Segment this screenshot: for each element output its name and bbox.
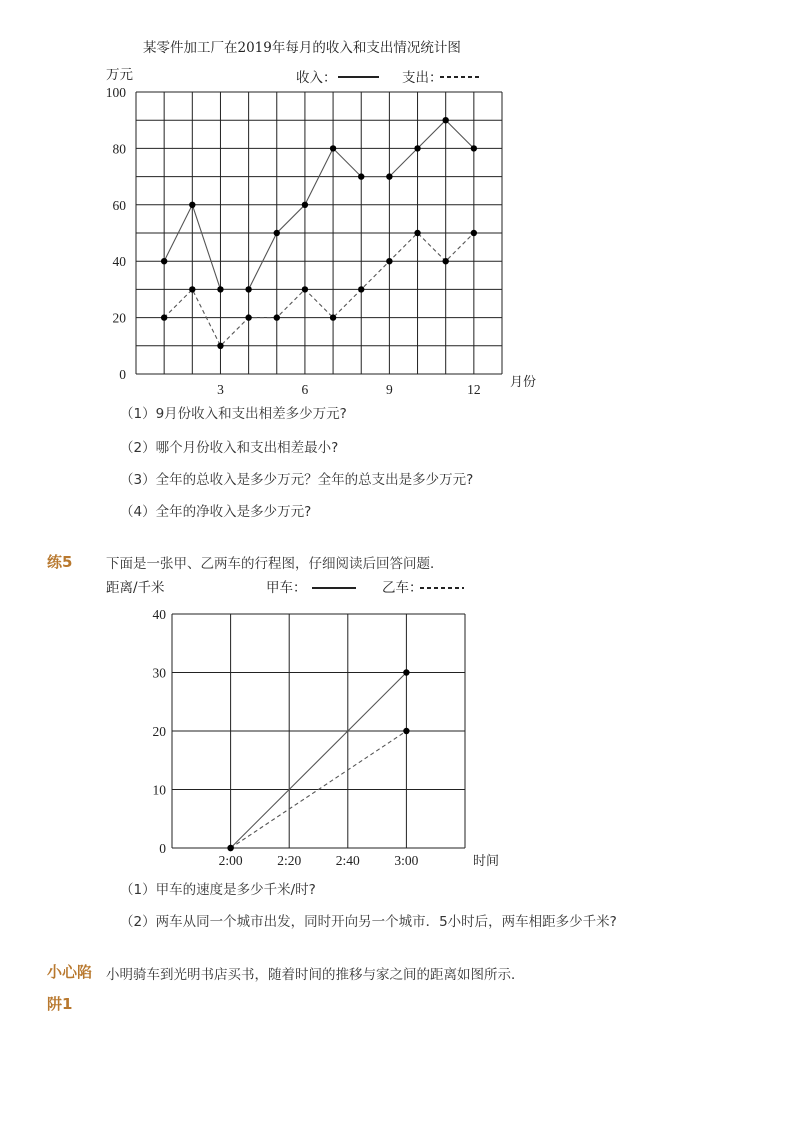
trap-tag-2: 阱1 (47, 995, 73, 1013)
chart1-y-tick-label: 20 (112, 310, 126, 326)
chart1-x-tick-label: 9 (386, 382, 393, 397)
chart1-y-tick-label: 80 (112, 141, 126, 157)
chart1-y-tick-label: 0 (119, 367, 126, 382)
exercise-5-intro: 下面是一张甲、乙两车的行程图，仔细阅读后回答问题． (106, 556, 444, 572)
chart1-y-tick-label: 40 (112, 254, 126, 270)
chart2-x-tick-label: 2:00 (218, 853, 243, 868)
chart1-x-unit: 月份 (510, 375, 537, 390)
chart2-y-tick-label: 20 (152, 724, 166, 739)
chart2-y-tick-label: 30 (152, 665, 166, 681)
chart1-legend-expense-label: 支出： (402, 70, 443, 86)
question-1-4: （4）全年的净收入是多少万元? (120, 504, 312, 520)
question-2-2: （2）两车从同一个城市出发，同时开向另一个城市．5小时后，两车相距多少千米? (120, 914, 617, 930)
question-2-1: （1）甲车的速度是多少千米/时? (120, 882, 316, 898)
chart1-x-tick-label: 6 (301, 382, 309, 397)
chart2-legend-b-label: 乙车： (382, 580, 423, 596)
question-1-2: （2）哪个月份收入和支出相差最小? (120, 440, 339, 456)
chart2-x-tick-label: 2:40 (335, 853, 360, 868)
chart2-x-tick-label: 3:00 (394, 853, 419, 868)
chart2-y-tick-label: 40 (152, 607, 166, 622)
chart1-x-tick-label: 3 (217, 382, 224, 397)
car-b-point (227, 845, 233, 851)
car-b-point (403, 728, 409, 734)
chart2-y-tick-label: 0 (159, 841, 166, 856)
chart1-y-tick-label: 60 (112, 197, 126, 213)
chart2-x-tick-label: 2:20 (277, 853, 302, 868)
trap-intro: 小明骑车到光明书店买书，随着时间的推移与家之间的距离如图所示． (106, 967, 525, 983)
chart1-y-tick-label: 100 (105, 85, 126, 100)
chart1-title: 某零件加工厂在2019年每月的收入和支出情况统计图 (143, 40, 461, 56)
chart1-legend-income-label: 收入： (296, 70, 337, 86)
chart1-x-tick-label: 12 (467, 382, 481, 397)
trap-tag: 小心陷 (47, 963, 93, 981)
chart2-grid (172, 614, 465, 848)
car-a-point (403, 669, 409, 675)
chart2-y-unit: 距离/千米 (106, 580, 165, 596)
chart2-legend-a-label: 甲车： (266, 580, 307, 596)
car-a-line (231, 673, 407, 849)
chart2-x-unit: 时间 (473, 854, 500, 869)
question-1-3: （3）全年的总收入是多少万元？全年的总支出是多少万元? (120, 472, 474, 488)
chart2-y-tick-label: 10 (152, 782, 166, 798)
exercise-5-tag: 练5 (47, 553, 73, 571)
chart1-y-unit: 万元 (106, 67, 133, 83)
question-1-1: （1）9月份收入和支出相差多少万元? (120, 406, 347, 422)
